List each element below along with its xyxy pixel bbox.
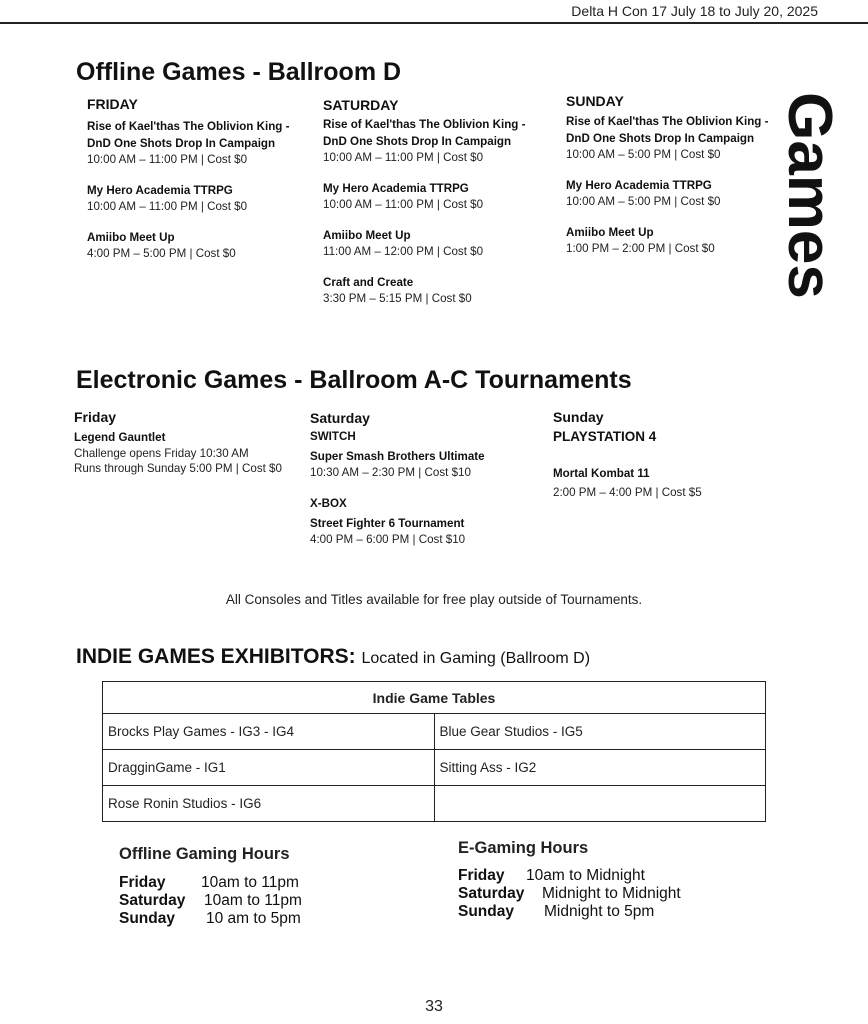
electronic-games-title: Electronic Games - Ballroom A-C Tournaments	[76, 366, 632, 394]
offline-hours-block	[119, 845, 302, 928]
offline-games-title: Offline Games - Ballroom D	[76, 58, 402, 86]
indie-table	[102, 681, 766, 822]
event-title: Craft and Create	[323, 276, 414, 289]
table-cell: Brocks Play Games - IG3 - IG4	[103, 714, 435, 750]
free-play-note: All Consoles and Titles available for free play outside of Tournaments.	[225, 592, 643, 607]
event-time: 10:00 AM – 5:00 PM | Cost $0	[566, 148, 721, 161]
electronic-saturday-label: Saturday	[310, 410, 370, 426]
event-title: My Hero Academia TTRPG	[566, 179, 712, 192]
hours-day: Saturday	[119, 892, 186, 909]
hours-day: Sunday	[119, 910, 175, 927]
side-title-text: Games	[774, 91, 844, 299]
event-time: Challenge opens Friday 10:30 AM	[74, 447, 249, 460]
event-time: Runs through Sunday 5:00 PM | Cost $0	[74, 462, 282, 475]
hours-value: 10 am to 5pm	[206, 910, 301, 927]
hours-value: Midnight to 5pm	[544, 903, 655, 920]
event-title: Rise of Kael'thas The Oblivion King - DnD One Shots Drop In Campaign	[87, 120, 290, 150]
hours-day: Friday	[458, 867, 505, 884]
event-time: 10:00 AM – 11:00 PM | Cost $0	[87, 153, 248, 166]
event-title: Rise of Kael'thas The Oblivion King - DnD One Shots Drop In Campaign	[323, 118, 526, 148]
event-title: Amiibo Meet Up	[323, 229, 411, 242]
hours-value: Midnight to Midnight	[542, 885, 681, 902]
egaming-hours-title: E-Gaming Hours	[458, 839, 589, 857]
event-title: My Hero Academia TTRPG	[323, 182, 469, 195]
table-cell: Rose Ronin Studios - IG6	[103, 786, 435, 822]
offline-friday-column	[87, 96, 302, 276]
event-title: My Hero Academia TTRPG	[87, 184, 233, 197]
event-time: 10:00 AM – 11:00 PM | Cost $0	[323, 198, 484, 211]
offline-saturday-column	[323, 97, 538, 321]
electronic-friday-label: Friday	[74, 409, 117, 425]
event-time: 4:00 PM – 6:00 PM | Cost $10	[310, 533, 466, 546]
header-divider	[0, 22, 868, 24]
hours-day: Saturday	[458, 885, 525, 902]
offline-sunday-label: SUNDAY	[566, 93, 624, 109]
hours-row	[458, 867, 681, 885]
table-row	[103, 714, 766, 750]
console-label: PLAYSTATION 4	[553, 429, 657, 444]
event-time: 10:00 AM – 5:00 PM | Cost $0	[566, 195, 721, 208]
egaming-hours-block	[458, 839, 681, 921]
event-title: Rise of Kael'thas The Oblivion King - DnD One Shots Drop In Campaign	[566, 115, 769, 145]
table-row	[103, 786, 766, 822]
offline-friday-label: FRIDAY	[87, 96, 138, 112]
electronic-sunday-label: Sunday	[553, 409, 604, 425]
event-time: 1:00 PM – 2:00 PM | Cost $0	[566, 242, 715, 255]
event-time: 4:00 PM – 5:00 PM | Cost $0	[87, 247, 236, 260]
event-title: Amiibo Meet Up	[87, 231, 175, 244]
electronic-sunday-column	[553, 409, 763, 515]
page-number: 33	[425, 998, 443, 1015]
event-title: Amiibo Meet Up	[566, 226, 654, 239]
indie-heading	[76, 645, 590, 669]
header-text: Delta H Con 17 July 18 to July 20, 2025	[571, 3, 818, 19]
event-time: 2:00 PM – 4:00 PM | Cost $5	[553, 486, 702, 499]
console-label: X-BOX	[310, 497, 347, 510]
hours-row	[458, 903, 681, 921]
indie-heading-text: INDIE GAMES EXHIBITORS:	[76, 645, 356, 668]
table-cell: Sitting Ass - IG2	[434, 750, 766, 786]
hours-day: Friday	[119, 874, 166, 891]
hours-value: 10am to Midnight	[526, 867, 645, 884]
event-title: Super Smash Brothers Ultimate	[310, 450, 485, 463]
event-title: Legend Gauntlet	[74, 431, 166, 444]
hours-day: Sunday	[458, 903, 514, 920]
electronic-saturday-column	[310, 410, 540, 562]
indie-location: Located in Gaming (Ballroom D)	[361, 650, 591, 667]
hours-value: 10am to 11pm	[201, 874, 299, 891]
table-cell	[434, 786, 766, 822]
hours-row	[119, 874, 302, 892]
event-title: Street Fighter 6 Tournament	[310, 517, 465, 530]
event-time: 10:00 AM – 11:00 PM | Cost $0	[323, 151, 484, 164]
event-time: 3:30 PM – 5:15 PM | Cost $0	[323, 292, 472, 305]
table-cell: DragginGame - IG1	[103, 750, 435, 786]
hours-row	[119, 892, 302, 910]
hours-value: 10am to 11pm	[204, 892, 302, 909]
table-header-row	[103, 682, 766, 714]
offline-hours-title: Offline Gaming Hours	[119, 845, 290, 863]
hours-row	[458, 885, 681, 903]
hours-row	[119, 910, 302, 928]
console-label: SWITCH	[310, 430, 356, 443]
table-cell: Blue Gear Studios - IG5	[434, 714, 766, 750]
event-title: Mortal Kombat 11	[553, 467, 650, 480]
table-row	[103, 750, 766, 786]
electronic-friday-column	[74, 409, 299, 491]
table-title: Indie Game Tables	[103, 682, 766, 714]
event-time: 11:00 AM – 12:00 PM | Cost $0	[323, 245, 484, 258]
offline-saturday-label: SATURDAY	[323, 97, 399, 113]
event-time: 10:30 AM – 2:30 PM | Cost $10	[310, 466, 471, 479]
offline-sunday-column	[566, 93, 781, 271]
event-time: 10:00 AM – 11:00 PM | Cost $0	[87, 200, 248, 213]
